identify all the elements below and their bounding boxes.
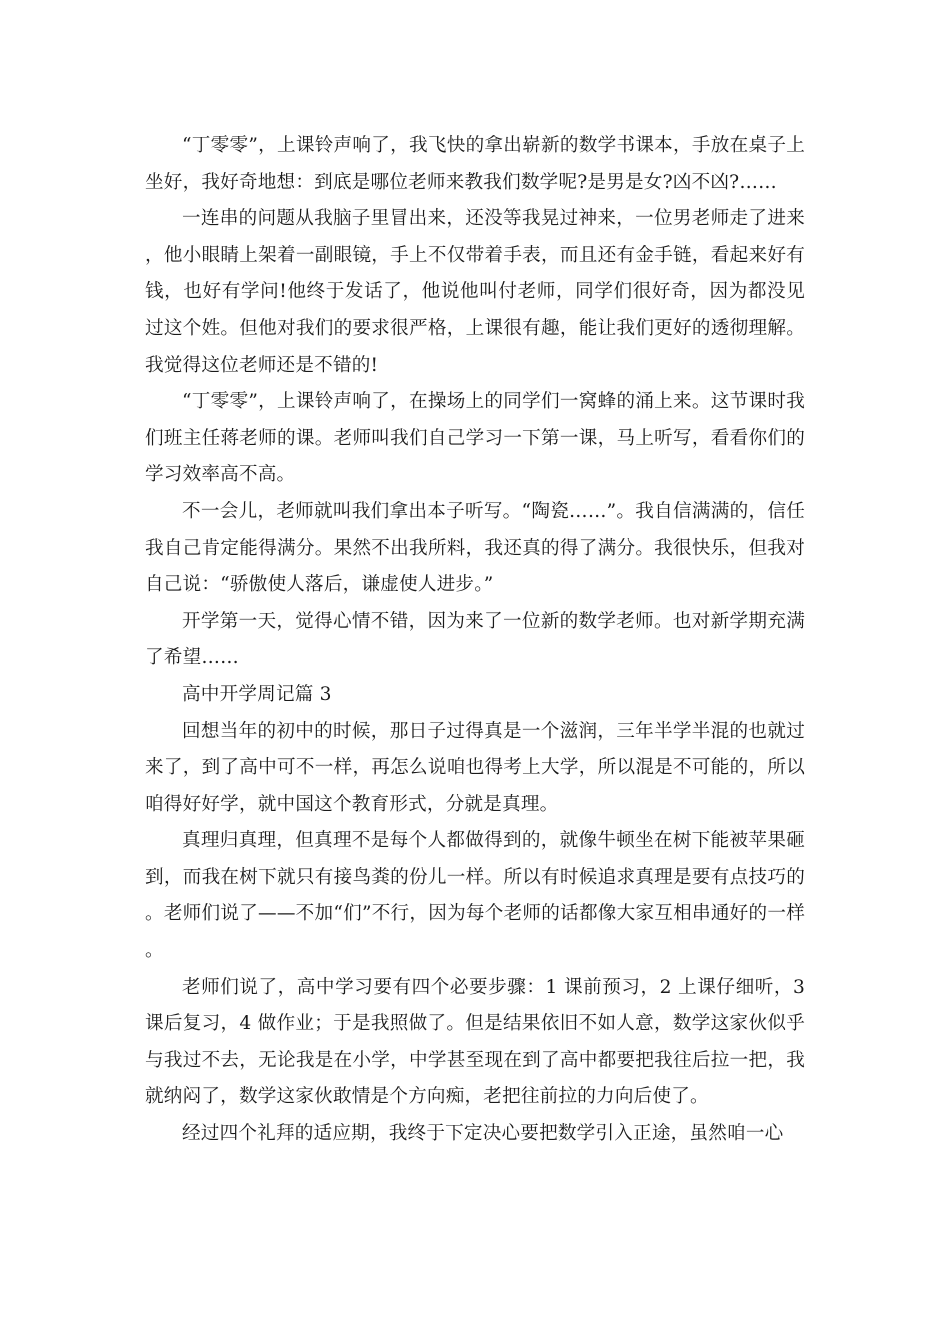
section-heading: 高中开学周记篇 3 [182,683,332,705]
paragraph: 回想当年的初中的时候，那日子过得真是一个滋润，三年半学半混的也就过来了，到了高中可不一样，再怎么说咱也得考上大学，所以混是不可能的，所以咱得好好学，就中国这个教育形式，分就是真理。 [145,720,805,815]
paragraph: 真理归真理，但真理不是每个人都做得到的，就像牛顿坐在树下能被苹果砸到，而我在树下就只有接鸟粪的份儿一样。所以有时候追求真理是要有点技巧的。老师们说了——不加“们”不行，因为每个老师的话都像大家互相串通好的一样。 [145,830,805,962]
paragraph: “丁零零”，上课铃声响了，在操场上的同学们一窝蜂的涌上来。这节课时我们班主任蒋老师的课。老师叫我们自己学习一下第一课，马上听写，看看你们的学习效率高不高。 [145,391,805,486]
paragraph: 一连串的问题从我脑子里冒出来，还没等我晃过神来，一位男老师走了进来，他小眼睛上架着一副眼镜，手上不仅带着手表，而且还有金手链，看起来好有钱，也好有学问!他终于发话了，他说他叫付老师，同学们很好奇，因为都没见过这个姓。但他对我们的要求很严格，上课很有趣，能让我们更好的透彻理解。我觉得这位老师还是不错的! [145,208,805,376]
body-text [145,128,805,1153]
paragraph: 经过四个礼拜的适应期，我终于下定决心要把数学引入正途，虽然咱一心 [182,1123,784,1145]
paragraph: “丁零零”，上课铃声响了，我飞快的拿出崭新的数学书课本，手放在桌子上坐好，我好奇地想：到底是哪位老师来教我们数学呢?是男是女?凶不凶?…… [145,135,805,193]
paragraph: 不一会儿，老师就叫我们拿出本子听写。“陶瓷……”。我自信满满的，信任我自己肯定能得满分。果然不出我所料，我还真的得了满分。我很快乐，但我对自己说：“骄傲使人落后，谦虚使人进步。” [145,500,805,596]
paragraph: 老师们说了，高中学习要有四个必要步骤：1 课前预习，2 上课仔细听，3 课后复习，4 做作业；于是我照做了。但是结果依旧不如人意，数学这家伙似乎与我过不去，无论我是在小学，中学甚至现在到了高中都要把我往后拉一把，我就纳闷了，数学这家伙敢情是个方向痴，老把往前拉的力向后使了。 [145,976,805,1108]
paragraph: 开学第一天，觉得心情不错，因为来了一位新的数学老师。也对新学期充满了希望…… [145,610,805,669]
